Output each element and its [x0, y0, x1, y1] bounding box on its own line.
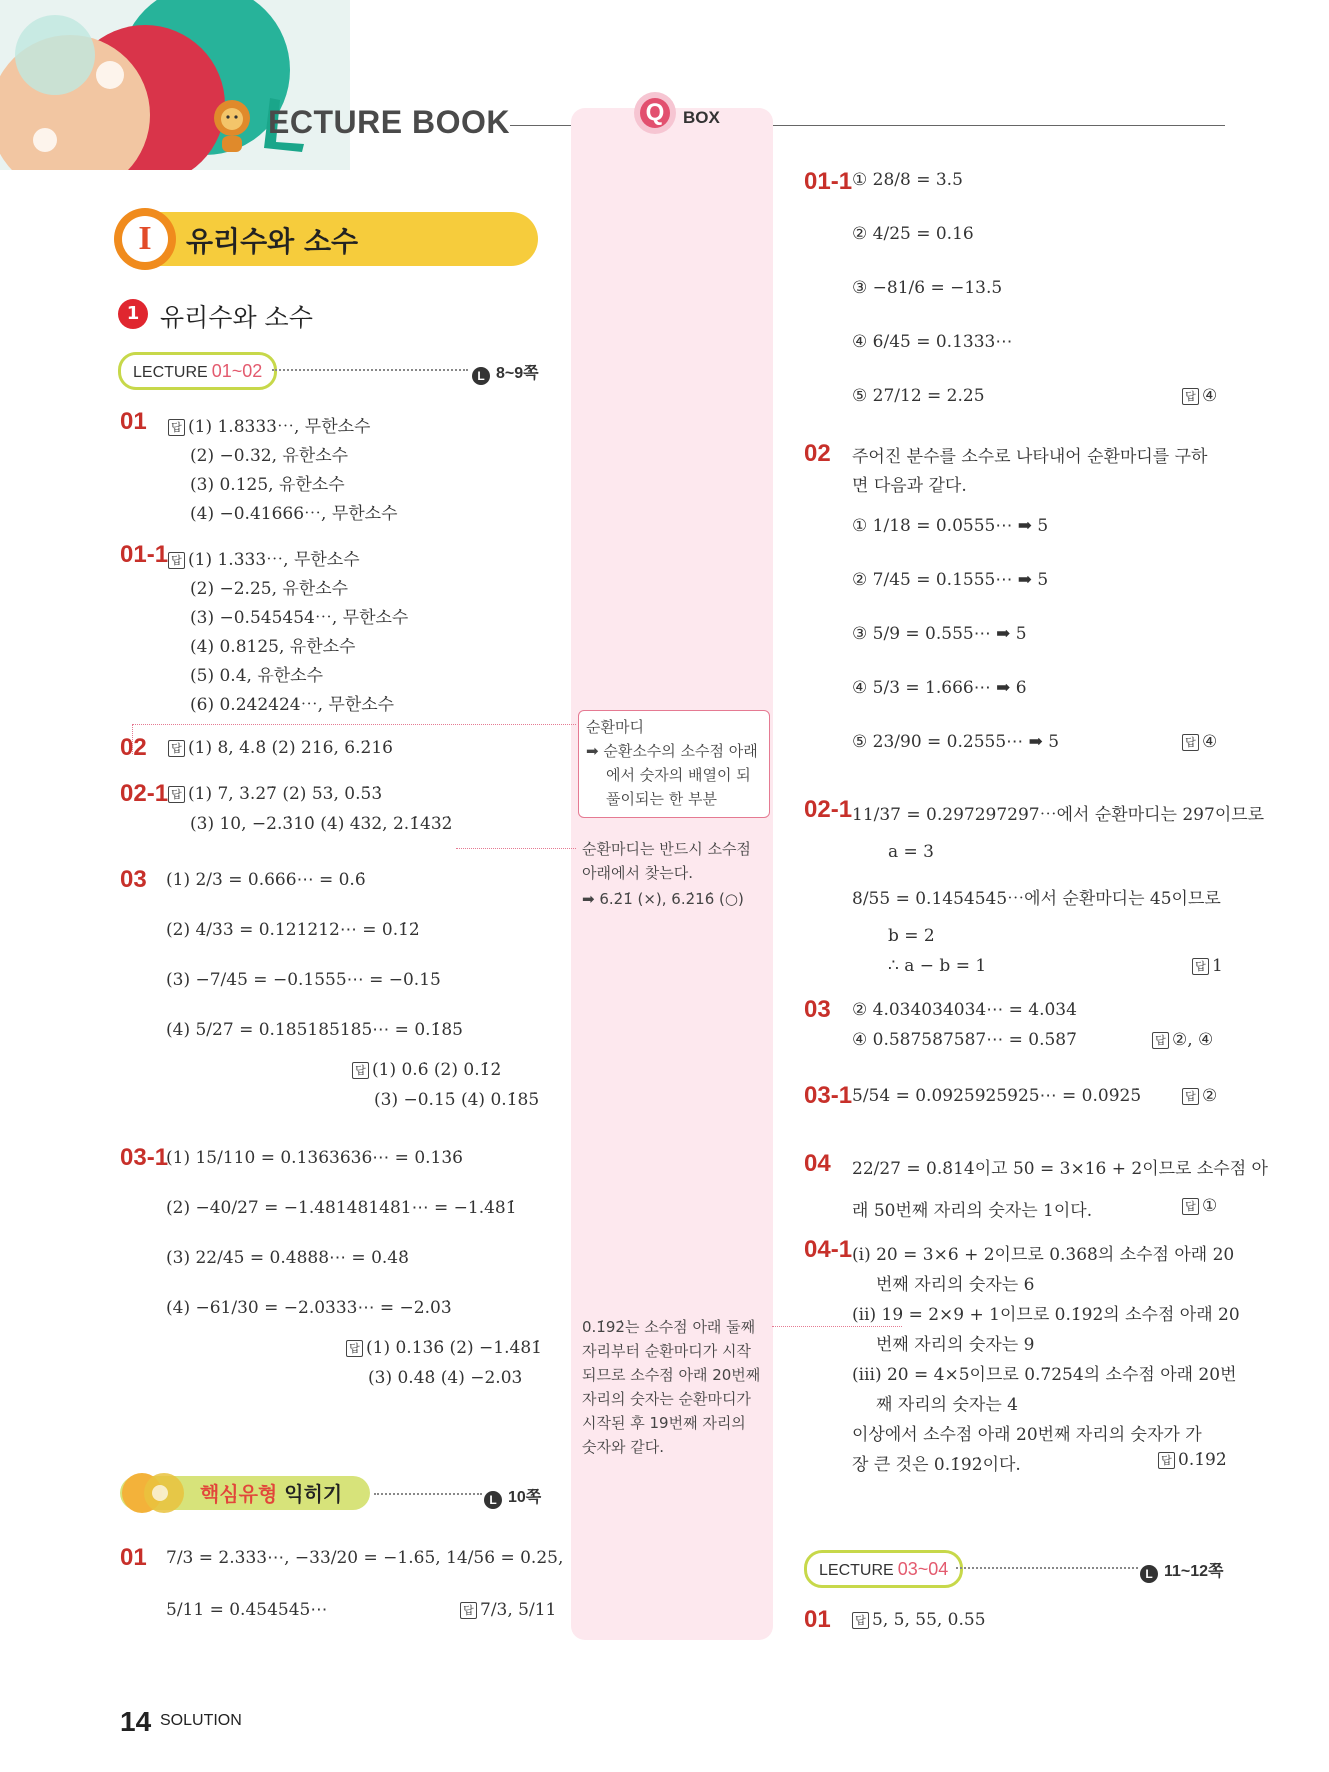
answer-icon: 답 [168, 786, 185, 803]
qbox-badge-letter: Q [640, 98, 670, 128]
problem-number: 02-1 [804, 796, 853, 823]
solution-line: ④ 5/3 = 1.666⋯ ➡ 6 [852, 678, 1027, 698]
solution-line: (2) 4/33 = 0.121212⋯ = 0.1̇2̇ [166, 920, 420, 940]
answer-line: 답 ② [1182, 1086, 1217, 1106]
page-reference [472, 360, 539, 385]
answer-line: (4) −0.41666⋯, 무한소수 [190, 504, 398, 524]
problem-number: 02 [120, 734, 147, 761]
answer-line: (3) −0.15̇ (4) 0.1̇85̇ [374, 1090, 540, 1110]
note-line: 자리부터 순환마디가 시작 [582, 1342, 751, 1360]
solution-line: ② 4.034034034⋯ = 4.0̇34̇ [852, 1000, 1077, 1020]
answer-icon: 답 [168, 419, 185, 436]
answer-line: 답 0.1̇92̇ [1158, 1450, 1227, 1470]
answer-icon: 답 [852, 1612, 869, 1629]
solution-line: b = 2 [888, 926, 935, 946]
lecture-book-icon: L [484, 1491, 502, 1509]
solution-line: 번째 자리의 숫자는 9 [876, 1335, 1035, 1355]
solution-line: 장 큰 것은 0.1̇92̇이다. [852, 1455, 1021, 1475]
note-line: ➡ 순환소수의 소수점 아래 [586, 742, 758, 760]
answer-line: 답 ②, ④ [1152, 1030, 1213, 1050]
solution-line: a = 3 [888, 842, 935, 862]
solution-line: ① 1/18 = 0.0555⋯ ➡ 5 [852, 516, 1049, 536]
solution-line: 8/55 = 0.1454545⋯에서 순환마디는 45이므로 [852, 889, 1221, 909]
answer-line: 답 (1) 1.8333⋯, 무한소수 [168, 412, 370, 437]
note-connector [132, 724, 576, 725]
problem-number: 02 [804, 440, 831, 467]
answer-icon: 답 [168, 552, 185, 569]
solution-line: ⑤ 27/12 = 2.25 [852, 386, 985, 406]
problem-number: 01 [120, 408, 147, 435]
answer-line: 답 (1) 1.333⋯, 무한소수 [168, 545, 360, 570]
page-reference-text: 10쪽 [508, 1489, 542, 1506]
answer-icon: 답 [1182, 1088, 1199, 1105]
lecture-pill-label: LECTURE [133, 364, 208, 381]
solution-line: 째 자리의 숫자는 4 [876, 1395, 1018, 1415]
lecture-pill-range: 01~02 [211, 361, 263, 381]
problem-number: 01 [804, 1606, 831, 1633]
solution-line: ④ 0.587587587⋯ = 0.5̇87̇ [852, 1030, 1077, 1050]
note-line: 에서 숫자의 배열이 되 [606, 766, 751, 784]
chapter-numeral: I [122, 216, 168, 262]
answer-icon: 답 [1182, 734, 1199, 751]
problem-number: 03-1 [120, 1144, 169, 1171]
lecture-book-icon: L [472, 367, 490, 385]
note-connector [132, 724, 133, 754]
solution-line: (ⅱ) 19 = 2×9 + 1이므로 0.1̇92̇의 소수점 아래 20 [852, 1305, 1240, 1325]
note-line: 0.1̇92̇는 소수점 아래 둘째 [582, 1318, 756, 1336]
solution-line: ① 28/8 = 3.5 [852, 170, 963, 190]
page-reference [1140, 1558, 1224, 1583]
solution-line: (3) −7/45 = −0.1555⋯ = −0.15̇ [166, 970, 441, 990]
solution-line: 래 50번째 자리의 숫자는 1이다. [852, 1201, 1093, 1221]
solution-line: ⑤ 23/90 = 0.2555⋯ ➡ 5 [852, 732, 1060, 752]
solution-line: 5/54 = 0.0925925925⋯ = 0.09̇25̇ [852, 1086, 1142, 1106]
dotted-leader [374, 1493, 482, 1495]
answer-icon: 답 [1182, 388, 1199, 405]
core-type-circles-icon [120, 1470, 200, 1516]
answer-line: 답 ① [1182, 1196, 1217, 1216]
page-reference [484, 1484, 541, 1509]
answer-line: 답 7/3, 5/11 [460, 1600, 556, 1620]
answer-line: (2) −0.32, 유한소수 [190, 446, 349, 466]
solution-line: 이상에서 소수점 아래 20번째 자리의 숫자가 가 [852, 1425, 1202, 1445]
answer-icon: 답 [460, 1602, 477, 1619]
answer-line: (2) −2.25, 유한소수 [190, 579, 349, 599]
answer-line: (5) 0.4, 유한소수 [190, 666, 324, 686]
solution-line: (1) 2/3 = 0.666⋯ = 0.6̇ [166, 870, 366, 890]
answer-line: 답 (1) 0.6̇ (2) 0.1̇2̇ [352, 1060, 501, 1080]
note-connector [456, 848, 576, 849]
problem-number: 04-1 [804, 1236, 853, 1263]
problem-number: 01-1 [120, 541, 169, 568]
answer-line: (3) 0.125, 유한소수 [190, 475, 345, 495]
solution-line: (2) −40/27 = −1.481481481⋯ = −1.4̇81̇ [166, 1198, 517, 1218]
problem-number: 01 [120, 1544, 147, 1571]
solution-line: ② 7/45 = 0.1555⋯ ➡ 5 [852, 570, 1049, 590]
answer-icon: 답 [1182, 1198, 1199, 1215]
problem-number: 04 [804, 1150, 831, 1177]
answer-line: (3) −0.545454⋯, 무한소수 [190, 608, 409, 628]
solution-line: ③ 5/9 = 0.555⋯ ➡ 5 [852, 624, 1027, 644]
answer-line: 답 (1) 0.13̇6̇ (2) −1.4̇81̇ [346, 1338, 542, 1358]
lecture-pill-label: LECTURE [819, 1562, 894, 1579]
lecture-book-title: ECTURE BOOK [268, 104, 510, 140]
note-title: 순환마디 [586, 718, 644, 736]
solution-line: (4) 5/27 = 0.185185185⋯ = 0.1̇85̇ [166, 1020, 463, 1040]
note-line: 시작된 후 19번째 자리의 [582, 1414, 746, 1432]
solution-line: 면 다음과 같다. [852, 476, 967, 496]
note-line: ➡ 6.2̇1̇ (×), 6.2̇16̇ (○) [582, 890, 744, 908]
problem-number: 02-1 [120, 780, 169, 807]
lecture-pill-range: 03~04 [897, 1559, 949, 1579]
answer-icon: 답 [352, 1062, 369, 1079]
header-rule [510, 125, 573, 126]
note-connector [772, 1326, 902, 1327]
chapter-title: 유리수와 소수 [186, 225, 359, 258]
lecture-book-icon: L [1140, 1565, 1158, 1583]
dotted-leader [272, 369, 468, 371]
answer-line: 답 ④ [1182, 732, 1217, 752]
solution-line: ② 4/25 = 0.16 [852, 224, 974, 244]
page-reference-text: 8~9쪽 [496, 365, 539, 382]
solution-line: ∴ a − b = 1 [888, 956, 987, 976]
solution-line: 7/3 = 2.333⋯, −33/20 = −1.65, 14/56 = 0.25, [166, 1548, 564, 1568]
footer-label: SOLUTION [160, 1712, 242, 1729]
solution-line: (ⅲ) 20 = 4×5이므로 0.7̇254̇의 소수점 아래 20번 [852, 1365, 1237, 1385]
note-line: 자리의 숫자는 순환마디가 [582, 1390, 751, 1408]
answer-icon: 답 [346, 1340, 363, 1357]
section-number: 1 [118, 299, 148, 329]
answer-line: (3) 0.48̇ (4) −2.03̇ [368, 1368, 523, 1388]
note-line: 아래에서 찾는다. [582, 864, 693, 882]
note-line: 숫자와 같다. [582, 1438, 664, 1456]
lecture-pill [804, 1550, 963, 1588]
qbox-label: BOX [683, 108, 720, 127]
problem-number: 03 [804, 996, 831, 1023]
answer-line: 답 1 [1192, 956, 1223, 976]
solution-line: 주어진 분수를 소수로 나타내어 순환마디를 구하 [852, 447, 1208, 467]
solution-line: ④ 6/45 = 0.1333⋯ [852, 332, 1013, 352]
solution-line: (1) 15/110 = 0.1363636⋯ = 0.13̇6̇ [166, 1148, 463, 1168]
solution-line: 22/27 = 0.8̇14̇이고 50 = 3×16 + 2이므로 소수점 아 [852, 1159, 1268, 1179]
solution-line: ③ −81/6 = −13.5 [852, 278, 1003, 298]
problem-number: 03 [120, 866, 147, 893]
solution-line: 번째 자리의 숫자는 6 [876, 1275, 1035, 1295]
answer-line: (6) 0.242424⋯, 무한소수 [190, 695, 395, 715]
dotted-leader [956, 1567, 1138, 1569]
solution-line: 5/11 = 0.454545⋯ [166, 1600, 328, 1620]
solution-line: (ⅰ) 20 = 3×6 + 2이므로 0.3̇68̇의 소수점 아래 20 [852, 1245, 1235, 1265]
answer-icon: 답 [168, 740, 185, 757]
problem-number: 01-1 [804, 168, 853, 195]
answer-line: (3) 10, −2.3̇10̇ (4) 432, 2.1̇432̇ [190, 814, 453, 834]
header-rule [773, 125, 1225, 126]
solution-line: 11/37 = 0.297297297⋯에서 순환마디는 297이므로 [852, 805, 1265, 825]
note-line: 되므로 소수점 아래 20번째 [582, 1366, 761, 1384]
problem-number: 03-1 [804, 1082, 853, 1109]
answer-line: 답 (1) 7, 3.27̇ (2) 53, 0.5̇3̇ [168, 784, 382, 804]
lecture-pill [118, 352, 277, 390]
answer-icon: 답 [1158, 1452, 1175, 1469]
note-line: 풀이되는 한 부분 [606, 790, 717, 808]
answer-icon: 답 [1152, 1032, 1169, 1049]
section-title: 유리수와 소수 [160, 303, 313, 332]
page-reference-text: 11~12쪽 [1164, 1563, 1224, 1580]
answer-icon: 답 [1192, 958, 1209, 975]
solution-line: (4) −61/30 = −2.0333⋯ = −2.03̇ [166, 1298, 452, 1318]
lion-mascot-icon [208, 96, 256, 156]
note-line: 순환마디는 반드시 소수점 [582, 840, 751, 858]
page-number: 14 [120, 1706, 152, 1737]
core-type-title: 핵심유형 익히기 [200, 1482, 343, 1506]
answer-line: 답 ④ [1182, 386, 1217, 406]
answer-line: 답 5, 5, 55, 0.55 [852, 1610, 986, 1630]
answer-line: 답 (1) 8, 4.8̇ (2) 216, 6.2̇16̇ [168, 738, 393, 758]
solution-line: (3) 22/45 = 0.4888⋯ = 0.48̇ [166, 1248, 409, 1268]
answer-line: (4) 0.8125, 유한소수 [190, 637, 356, 657]
